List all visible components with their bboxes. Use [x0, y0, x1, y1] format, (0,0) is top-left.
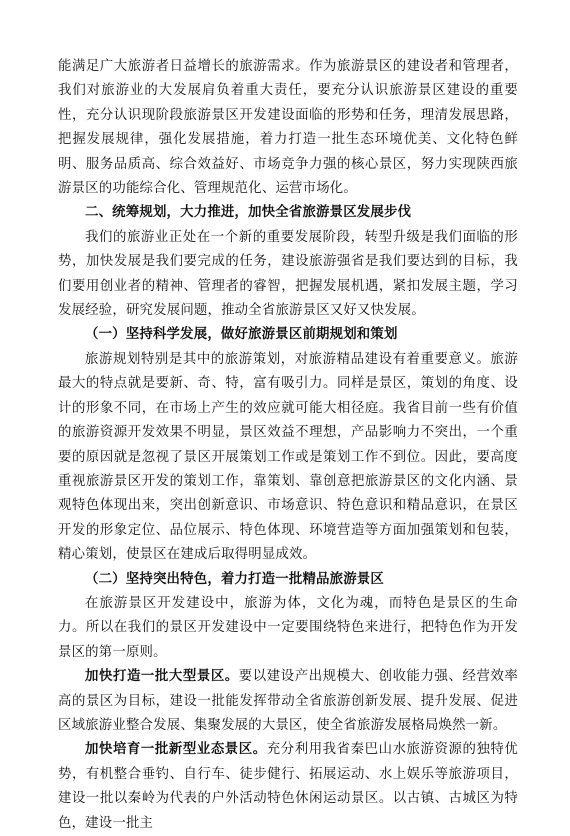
paragraph-6-lead: 加快培育一批新型业态景区。 — [85, 742, 267, 758]
document-body — [58, 55, 518, 836]
section-heading-2: 二、统筹规划，大力推进，加快全省旅游景区发展步伐 — [85, 205, 412, 221]
paragraph-5 — [58, 665, 518, 738]
paragraph-3: 旅游规划特别是其中的旅游策划，对旅游精品建设有着重要意义。旅游最大的特点就是要新、奇、特，富有吸引力。同样是景区，策划的角度、设计的形象不同，在市场上产生的效应就可能大相径庭。我省目前一些有价值的旅游资源开发效果不明显，景区效益不理想，产品影响力不突出，一个重要的原因就是忽视了景区开展策划工作或是策划工作不到位。因此，要高度重视旅游景区开发的策划工作，靠策划、靠创意把旅游景区的文化内涵、景观特色体现出来，突出创新意识、市场意识、特色意识和精品意识，在景区开发的形象定位、品位展示、特色体现、环境营造等方面加强策划和包装，精心策划，使景区在建成后取得明显成效。 — [58, 351, 518, 563]
paragraph-6-text: 充分利用我省秦巴山水旅游资源的独特优势，有机整合垂钓、自行车、徒步健行、拓展运动、水上娱乐等旅游项目，建设一批以秦岭为代表的户外活动特色休闲运动景区。以古镇、古城区为特色，建设一批主 — [58, 742, 518, 831]
subheading-2: （二）坚持突出特色，着力打造一批精品旅游景区 — [85, 571, 384, 587]
paragraph-4: 在旅游景区开发建设中，旅游为体，文化为魂，而特色是景区的生命力。所以在我们的景区开发建设中一定要围绕特色来进行，把特色作为开发景区的第一原则。 — [58, 595, 518, 660]
subheading-1: （一）坚持科学发展，做好旅游景区前期规划和策划 — [85, 327, 398, 343]
paragraph-5-lead: 加快打造一批大型景区。 — [85, 669, 239, 685]
paragraph-2: 我们的旅游业正处在一个新的重要发展阶段，转型升级是我们面临的形势，加快发展是我们要完成的任务，建设旅游强省是我们要达到的目标，我们要用创业者的精神、管理者的睿智，把握发展机遇，紧扣发展主题，学习发展经验，研究发展问题，推动全省旅游景区又好又快发展。 — [58, 229, 518, 319]
paragraph-1: 能满足广大旅游者日益增长的旅游需求。作为旅游景区的建设者和管理者，我们对旅游业的大发展肩负着重大责任，要充分认识旅游景区建设的重要性，充分认识现阶段旅游景区开发建设面临的形势和任务，理清发展思路，把握发展规律，强化发展措施，着力打造一批生态环境优美、文化特色鲜明、服务品质高、综合效益好、市场竞争力强的核心景区，努力实现陕西旅游景区的功能综合化、管理规范化、运营市场化。 — [58, 59, 518, 197]
paragraph-5-text: 要以建设产出规模大、创收能力强、经营效率高的景区为目标，建设一批能发挥带动全省旅游创新发展、提升发展、促进区域旅游业整合发展、集聚发展的大景区，使全省旅游发展格局焕然一新。 — [58, 669, 519, 733]
paragraph-6 — [58, 738, 518, 836]
